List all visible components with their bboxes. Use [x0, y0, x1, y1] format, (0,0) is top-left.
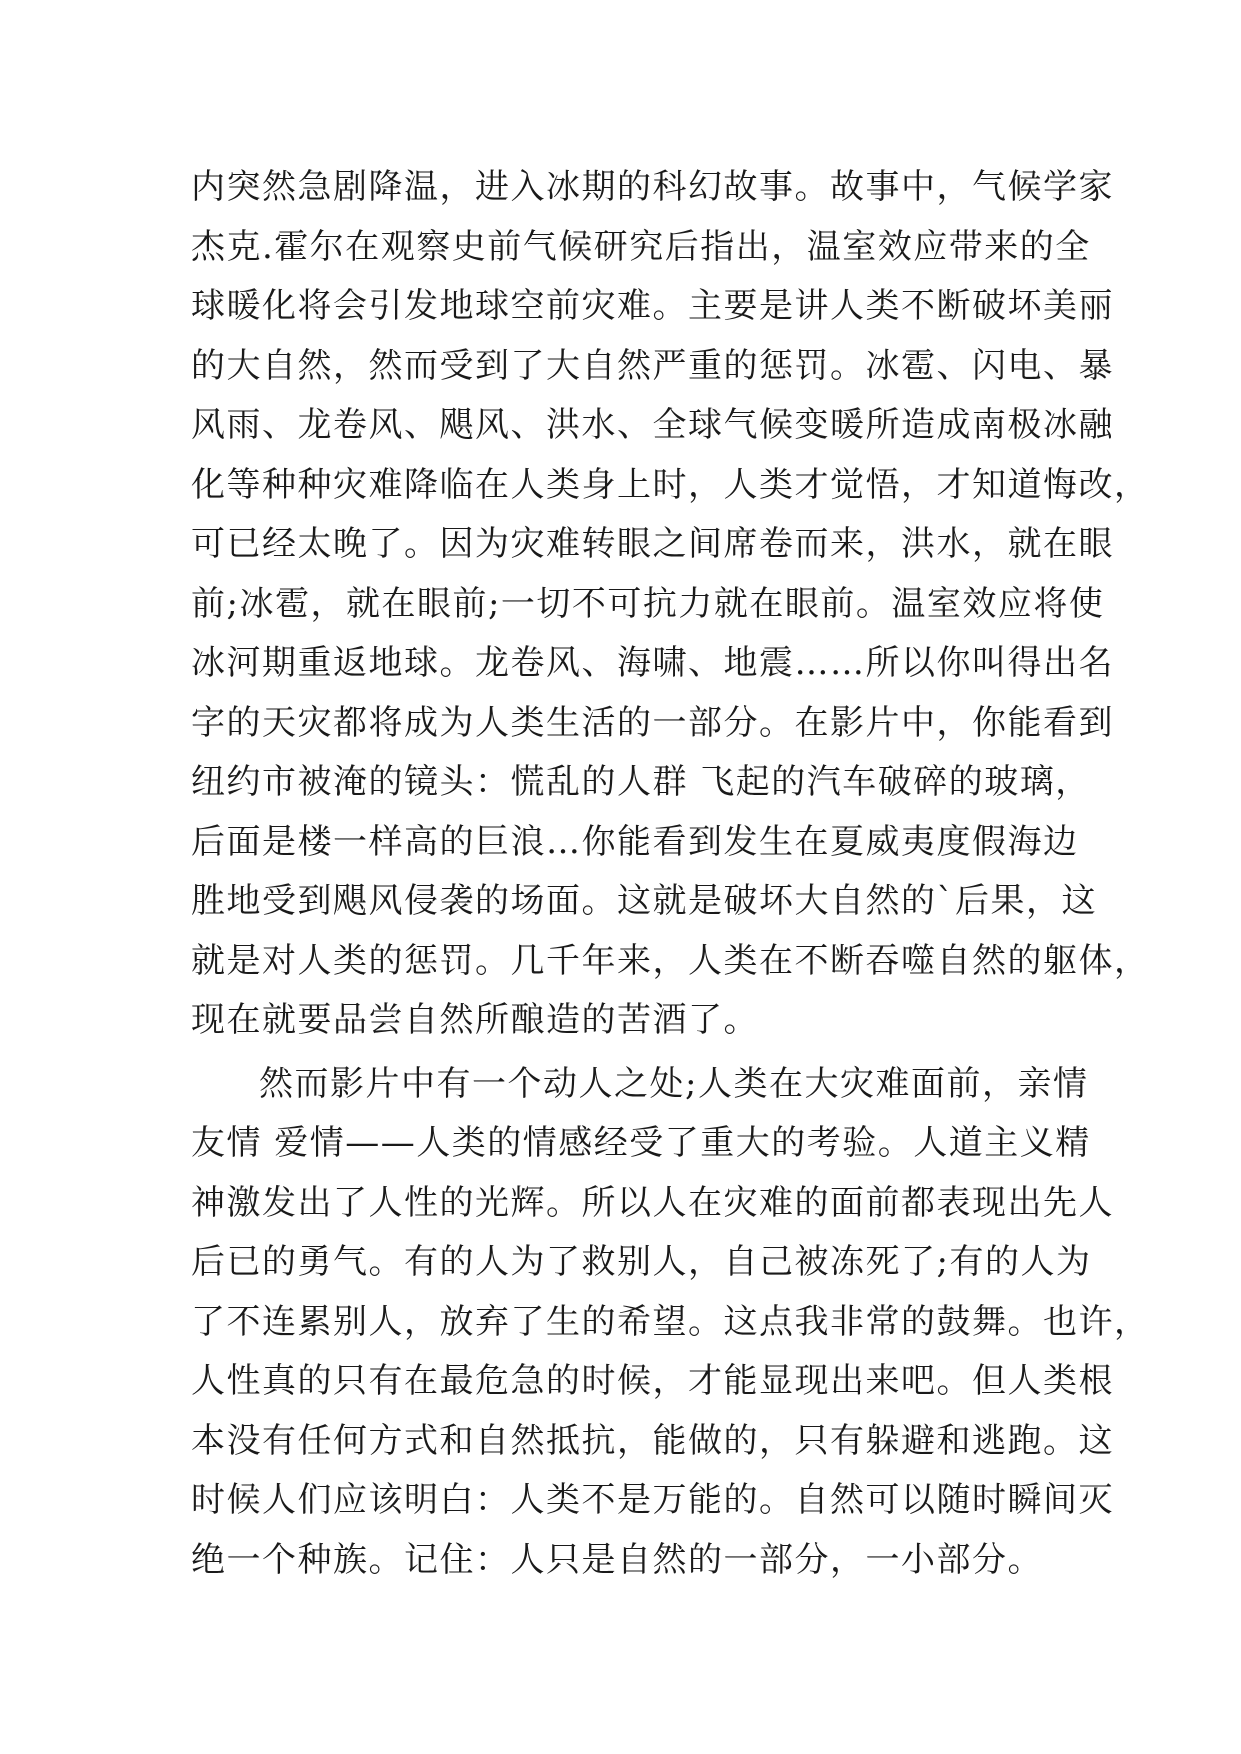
paragraph-line: 后已的勇气。有的人为了救别人，自己被冻死了;有的人为 [191, 1242, 1092, 1282]
paragraph-line: 人性真的只有在最危急的时候，才能显现出来吧。但人类根 [191, 1361, 1114, 1401]
paragraph-line: 冰河期重返地球。龙卷风、海啸、地震……所以你叫得出名 [191, 643, 1114, 683]
paragraph-line: 了不连累别人，放弃了生的希望。这点我非常的鼓舞。也许， [191, 1301, 1150, 1342]
paragraph-line: 时候人们应该明白：人类不是万能的。自然可以随时瞬间灭 [191, 1480, 1114, 1520]
paragraph-line: 字的天灾都将成为人类生活的一部分。在影片中，你能看到 [191, 702, 1114, 743]
paragraph-line: 后面是楼一样高的巨浪…你能看到发生在夏威夷度假海边 [191, 821, 1079, 862]
paragraph-line: 然而影片中有一个动人之处;人类在大灾难面前，亲情 [259, 1063, 1089, 1104]
paragraph-line: 球暖化将会引发地球空前灾难。主要是讲人类不断破坏美丽 [191, 286, 1114, 326]
paragraph-line: 风雨、龙卷风、飓风、洪水、全球气候变暖所造成南极冰融 [191, 405, 1114, 445]
paragraph-line: 的大自然，然而受到了大自然严重的惩罚。冰雹、闪电、暴 [191, 345, 1114, 386]
paragraph-line: 内突然急剧降温，进入冰期的科幻故事。故事中，气候学家 [191, 167, 1114, 207]
paragraph-line: 现在就要品尝自然所酿造的苦酒了。 [191, 1000, 759, 1040]
paragraph-line: 胜地受到飓风侵袭的场面。这就是破坏大自然的`后果，这 [191, 881, 1097, 921]
paragraph-line: 杰克.霍尔在观察史前气候研究后指出，温室效应带来的全 [191, 226, 1091, 267]
paragraph-2 [191, 1055, 1150, 1591]
paragraph-line: 就是对人类的惩罚。几千年来，人类在不断吞噬自然的躯体， [191, 940, 1150, 981]
paragraph-line: 可已经太晚了。因为灾难转眼之间席卷而来，洪水，就在眼 [191, 524, 1114, 564]
paragraph-line: 神激发出了人性的光辉。所以人在灾难的面前都表现出先人 [191, 1182, 1114, 1223]
paragraph-line: 化等种种灾难降临在人类身上时，人类才觉悟，才知道悔改， [191, 464, 1150, 505]
paragraph-line: 纽约市被淹的镜头：慌乱的人群 飞起的汽车破碎的玻璃， [191, 762, 1091, 802]
paragraph-line: 绝一个种族。记住：人只是自然的一部分，一小部分。 [191, 1539, 1043, 1580]
paragraph-line: 友情 爱情——人类的情感经受了重大的考验。人道主义精 [191, 1123, 1091, 1163]
paragraph-line: 前;冰雹，就在眼前;一切不可抗力就在眼前。温室效应将使 [191, 583, 1105, 624]
paragraph-line: 本没有任何方式和自然抵抗，能做的，只有躲避和逃跑。这 [191, 1420, 1114, 1461]
document-body [191, 158, 1150, 1590]
paragraph-1 [191, 158, 1150, 1051]
